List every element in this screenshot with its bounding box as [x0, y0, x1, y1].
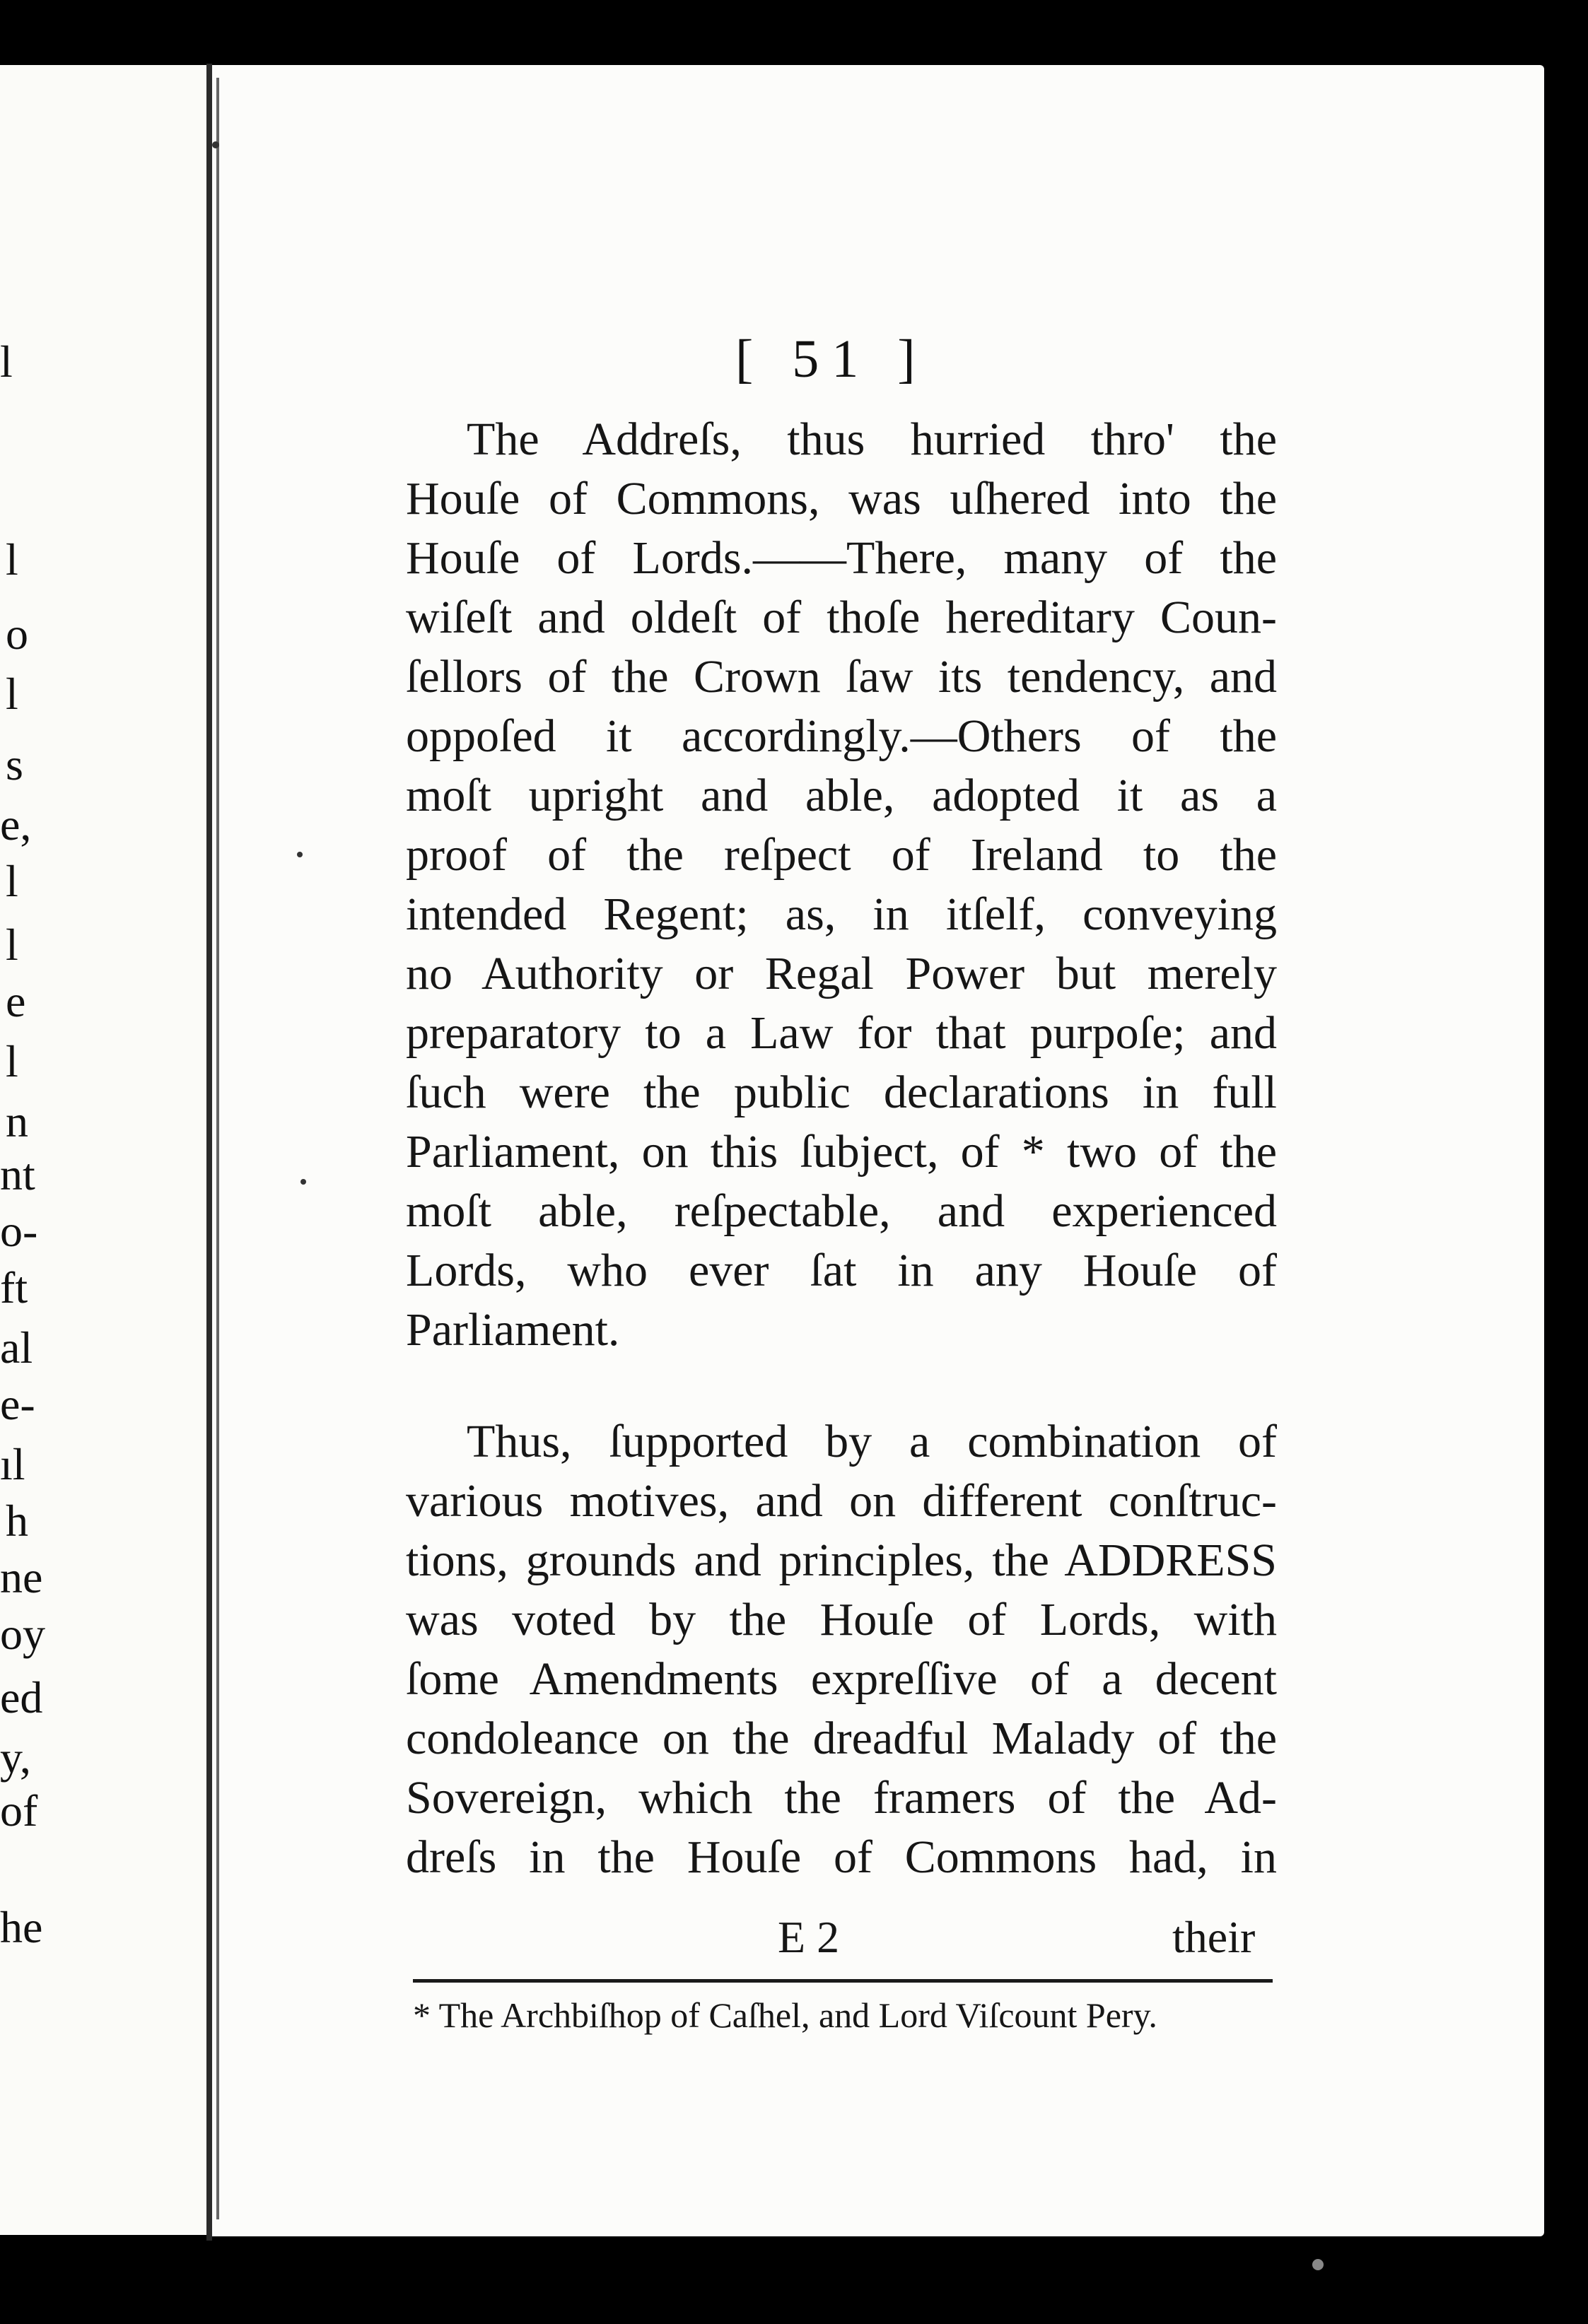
ink-speck	[297, 852, 303, 857]
left-page-fragment: e-	[0, 1379, 35, 1429]
text-line: intended Regent; as, in itſelf, conveying	[406, 888, 1277, 940]
text-line: ſellors of the Crown ſaw its tendency, and	[406, 651, 1277, 703]
ink-speck	[300, 1179, 306, 1185]
text-line: Lords, who ever ſat in any Houſe of	[406, 1245, 1277, 1296]
text-line: condoleance on the dreadful Malady of the	[406, 1713, 1277, 1764]
text-line: dreſs in the Houſe of Commons had, in	[406, 1831, 1277, 1883]
left-page-fragment: l	[6, 920, 18, 970]
text-line: ſuch were the public declarations in full	[406, 1067, 1277, 1118]
text-line: The Addreſs, thus hurried thro' the	[467, 413, 1277, 465]
text-line: moſt upright and able, adopted it as a	[406, 770, 1277, 821]
text-line: proof of the reſpect of Ireland to the	[406, 829, 1277, 881]
left-page-fragment: l	[6, 1036, 18, 1086]
left-page-fragment: l	[6, 856, 18, 906]
left-page-fragment: s	[6, 739, 23, 790]
left-page-fragment: ed	[0, 1672, 43, 1723]
left-page-fragment: oy	[0, 1609, 45, 1659]
text-line: Houſe of Commons, was uſhered into the	[406, 473, 1277, 524]
text-line: no Authority or Regal Power but merely	[406, 948, 1277, 999]
text-line: ſome Amendments expreſſive of a decent	[406, 1653, 1277, 1705]
left-page-fragment: nt	[0, 1149, 35, 1199]
paragraph-1	[406, 410, 1277, 1360]
gutter-line	[216, 78, 219, 2219]
text-line: preparatory to a Law for that purpoſe; and	[406, 1007, 1277, 1059]
left-page-fragment: he	[0, 1902, 43, 1952]
left-page-fragment: e	[6, 976, 26, 1026]
text-line: moſt able, reſpectable, and experienced	[406, 1185, 1277, 1237]
text-line: various motives, and on different conſtruc-	[406, 1475, 1277, 1527]
left-page-fragment: o-	[0, 1206, 38, 1256]
text-line: Thus, ſupported by a combination of	[467, 1416, 1277, 1467]
text-line: Parliament.	[406, 1304, 620, 1356]
text-line: Parliament, on this ſubject, of * two of the	[406, 1126, 1277, 1178]
left-page-edge	[0, 65, 209, 2235]
signature-mark: E 2	[778, 1912, 840, 1962]
left-page-fragment: l	[6, 534, 18, 585]
left-page-fragment: l	[6, 669, 18, 719]
left-page-fragment: l	[0, 336, 13, 387]
left-page-fragment: ıl	[0, 1439, 25, 1489]
text-line: oppoſed it accordingly.—Others of the	[406, 710, 1277, 762]
page-number: [ 51 ]	[735, 329, 928, 389]
left-page-fragment: y,	[0, 1732, 31, 1783]
footnote: * The Archbiſhop of Caſhel, and Lord Viſcount Pery.	[413, 1995, 1157, 2035]
left-page-fragment: ft	[0, 1262, 28, 1313]
text-line: Houſe of Lords.——There, many of the	[406, 532, 1277, 584]
paragraph-2	[406, 1412, 1277, 1887]
ink-speck	[1312, 2259, 1324, 2270]
left-page-fragment: of	[0, 1785, 38, 1836]
left-page-fragment: n	[6, 1096, 28, 1146]
left-page-fragment: ne	[0, 1552, 43, 1602]
text-line: was voted by the Houſe of Lords, with	[406, 1594, 1277, 1645]
text-line: wiſeſt and oldeſt of thoſe hereditary Coun-	[406, 592, 1277, 643]
text-line: Sovereign, which the framers of the Ad-	[406, 1772, 1277, 1824]
catchword: their	[1172, 1912, 1256, 1962]
left-page-fragment: o	[6, 609, 28, 659]
gutter-shadow	[206, 64, 212, 2241]
footnote-rule	[413, 1979, 1273, 1983]
ink-speck	[212, 141, 219, 148]
left-page-fragment: e,	[0, 799, 32, 850]
text-line: tions, grounds and principles, the ADDRESS	[406, 1534, 1277, 1586]
left-page-fragment: h	[6, 1496, 28, 1546]
left-page-fragment: al	[0, 1322, 33, 1373]
